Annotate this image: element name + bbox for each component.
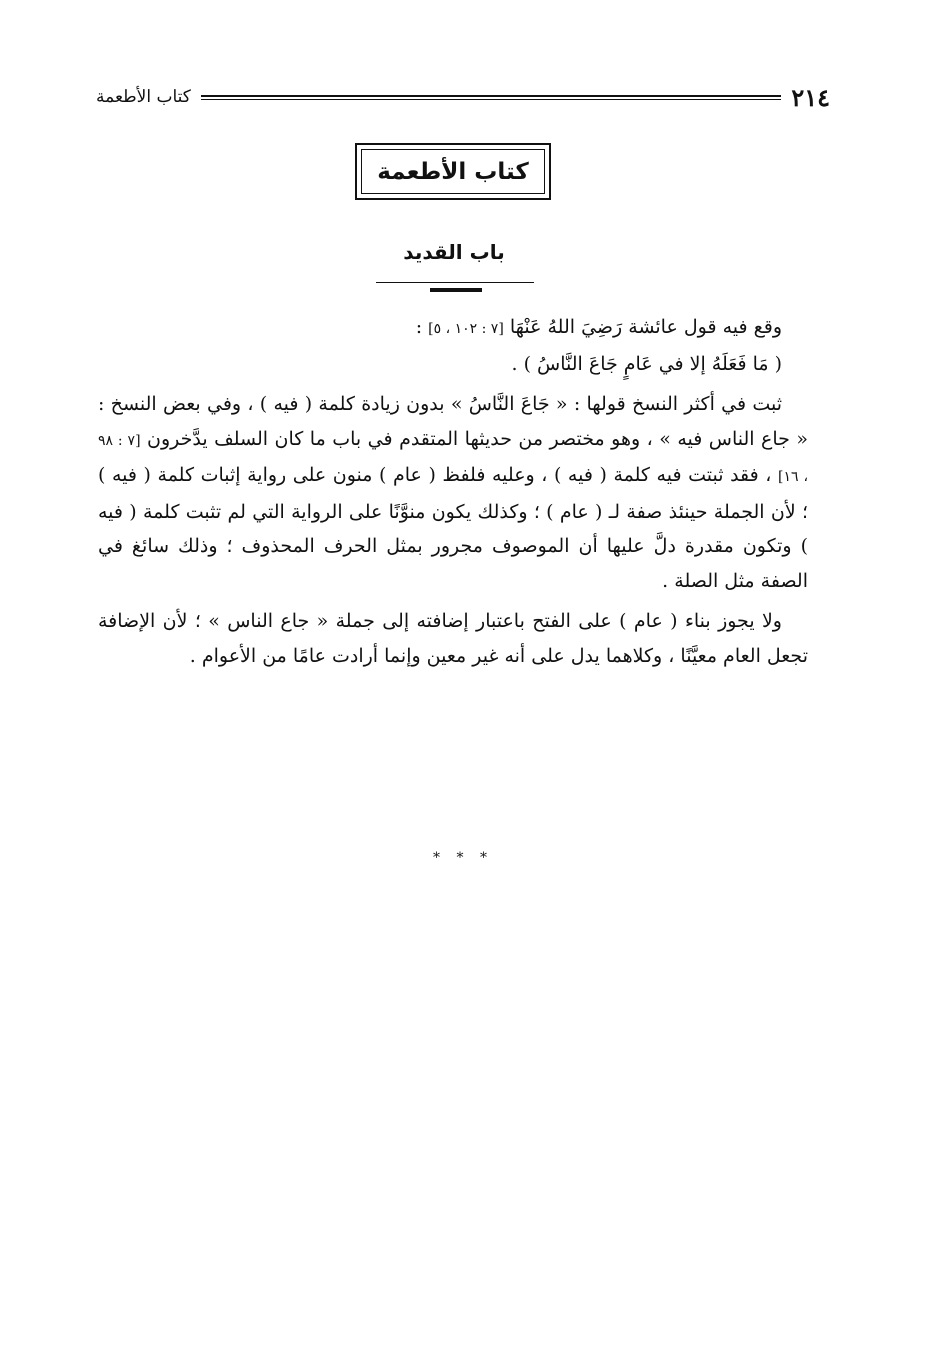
- paragraph-1: [98, 387, 808, 598]
- book-title: كتاب الأطعمة: [361, 149, 545, 194]
- intro-text: وقع فيه قول عائشة رَضِيَ اللهُ عَنْهَا: [509, 316, 782, 338]
- page-number: ٢١٤: [791, 82, 830, 112]
- body-text: [98, 310, 808, 673]
- chapter-underline: [376, 282, 534, 283]
- section-separator: * * *: [433, 850, 493, 866]
- paragraph-1-part-a: ثبت في أكثر النسخ قولها : « جَاعَ النَّاسُ » بدون زيادة كلمة ( فيه ) ، وفي بعض النسخ : « جاع الناس فيه » ، وهو مختصر من حديثها المتقدم في باب ما كان السلف يدَّخرون: [98, 393, 809, 450]
- intro-paragraph: [98, 310, 808, 347]
- running-title: كتاب الأطعمة: [96, 87, 191, 107]
- header-rule: [201, 95, 781, 100]
- chapter-title: باب القديد: [403, 240, 505, 264]
- book-title-frame: [355, 143, 551, 200]
- paragraph-2: ولا يجوز بناء ( عام ) على الفتح باعتبار إضافته إلى جملة « جاع الناس » ؛ لأن الإضافة تجعل العام معيَّنًا ، وكلاهما يدل على أنه غير معين وإنما أرادت عامًا من الأعوام .: [98, 610, 808, 667]
- running-header: [96, 82, 830, 112]
- intro-colon: :: [415, 316, 423, 338]
- chapter-ornament-bar: [430, 288, 482, 292]
- intro-reference: [٧ : ١٠٢ ، ٥]: [428, 321, 504, 337]
- paragraph-1-reference: [٧ : ٩٨ ، ١٦]: [98, 432, 809, 485]
- hadith-quote: ( مَا فَعَلَهُ إلا في عَامٍ جَاعَ النَّاسُ ) .: [511, 352, 782, 375]
- paragraph-1-part-b: ، فقد ثبتت فيه كلمة ( فيه ) ، وعليه فلفظ ( عام ) منون على رواية إثبات كلمة ( فيه ) ؛ لأن الجملة حينئذ صفة لـ ( عام ) ؛ وكذلك يكون منوَّنًا على الرواية التي لم تثبت كلمة ( فيه ) وتكون مقدرة دلَّ عليها أن الموصوف مجرور بمثل الحرف المحذوف ؛ وذلك سائغ في الصفة مثل الصلة .: [98, 464, 808, 592]
